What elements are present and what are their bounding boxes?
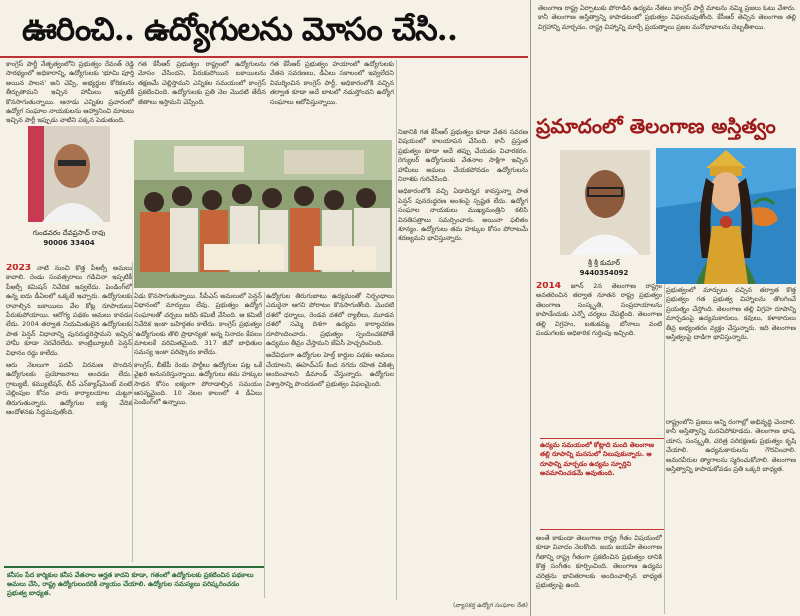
right-top-text: తెలంగాణ రాష్ట్ర ఏర్పాటుకు పోరాడిన ఉద్యమ నేతలు కాంగ్రెస్ పార్టీ మాటను నమ్మి ప్రజలు ఓటు వేశారు. కానీ తెలంగాణ అస్తిత్వాన్ని కాపాడటంలో ప్రభుత్వం విఫలమవుతోంది. కేసీఆర్ తెచ్చిన తెలంగాణ తల్లి విగ్రహాన్ని మార్చడం, రాష్ట్ర చిహ్నాన్ని మార్చే ప్రయత్నాలు ప్రజల మనోభావాలను దెబ్బతీశాయి. [538, 4, 796, 31]
right-pull-quote: ఉద్యమ సమయంలో కోట్లాది మంది తెలంగాణ తల్లి రూపాన్ని మనసులో నిలుపుకున్నారు. ఆ రూపాన్ని మార్చడం ఉద్యమ స్ఫూర్తిని అవమానించడమే అవుతుంది. [540, 438, 664, 530]
headline-rule [0, 56, 528, 58]
left-col-3-body: ఉద్యోగుల తిరుగుబాటు ఉద్యమంతో నిర్బంధాలు ఎదురైనా ఆగని పోరాటం కొనసాగుతోంది. మొదటి దశలో ధర్నాలు, రెండవ దశలో ర్యాలీలు, మూడవ దశలో సమ్మె దిశగా ఉద్యమ కార్యాచరణ రూపొందించారు. ప్రభుత్వం స్పందించకపోతే ఉద్యమం తీవ్రం చేస్తామని జేఏసీ హెచ్చరించింది. [266, 292, 394, 348]
right-col-1-lower: అంతే కాకుండా తెలంగాణ రాష్ట్ర గీతం విషయంలో కూడా వివాదం నెలకొంది. జయ జయహే తెలంగాణ గీతాన్ని రాష్ట్ర గీతంగా ప్రకటించిన ప్రభుత్వం దానికి కొత్త సంగీతం కూర్పించింది. తెలంగాణ ఉద్యమ చరిత్రను భావితరాలకు అందించాల్సిన బాధ్యత ప్రభుత్వంపై ఉంది. [536, 534, 662, 590]
left-col-divider-3 [396, 60, 397, 600]
left-col-c-top: గత కేసీఆర్ ప్రభుత్వం హయాంలో ఉద్యోగులకు వేతన సవరణలు, డీఏలు సకాలంలో ఇవ్వలేదని విమర్శించిన కాంగ్రెస్ పార్టీ, అధికారంలోకి వచ్చిన తర్వాత కూడా అదే బాటలో నడుస్తోందని ఉద్యోగ సంఘాలు ఆరోపిస్తున్నాయి. [270, 60, 394, 106]
left-col-4-body: నిజానికి గత కేసీఆర్ ప్రభుత్వం కూడా వేతన సవరణ విషయంలో కాలయాపన చేసింది. కానీ ప్రస్తుత ప్రభుత్వం కూడా అదే తప్పు చేయడం విచారకరం. రెగ్యులర్ ఉద్యోగులకు వేతనాల సాక్షిగా ఇచ్చిన హామీలు అమలు చేయకపోవడం ఉద్యోగులను నిరాశకు గురిచేసింది. [398, 128, 528, 184]
left-col-a-top: కాంగ్రెస్ పార్టీ నేతృత్వంలోని ప్రభుత్వం రేవంత్ రెడ్డి సారథ్యంలో అధికారాన్ని, ఉద్యోగులకు 'భూమి పూర్తి అయిన పాలన' అని చెప్పి, అభ్యర్థుల కోరికలను తీర్చుతామని ఇచ్చిన హామీలు ఇప్పటికీ కొనసాగుతున్నాయి. ఆనాడు ఎన్నికల ప్రచారంలో ఉద్యోగ సంఘాల నాయకులను ఆహ్వానించి మాటలు ఇచ్చిన పార్టీ ఇప్పుడు వాటిని పక్కన పెడుతుంది. [6, 60, 134, 124]
left-col-3-lower: అదేవిధంగా ఉద్యోగుల హెల్త్ కార్డుల పథకం అమలు చేయాలని, ఈహెచ్ఎస్ కింద నగదు రహిత చికిత్స అందించాలని డిమాండ్ చేస్తున్నారు. ఉద్యోగుల విశ్వాసాన్ని పొందడంలో ప్రభుత్వం విఫలమైంది. [266, 351, 394, 388]
left-col-4-lower: అధికారంలోకి వచ్చి ఏడాదిన్నర కావస్తున్నా పాత పెన్షన్ పునరుద్ధరణ అంశంపై స్పష్టత లేదు. ఉద్యోగ సంఘాల నాయకులు ముఖ్యమంత్రిని కలిసి వినతిపత్రాలు సమర్పించారు. అయినా ఫలితం శూన్యం. ఉద్యోగులు తమ హక్కుల కోసం పోరాటమే శరణ్యమని భావిస్తున్నారు. [398, 187, 528, 243]
right-author-phone: 9440354092 [579, 269, 629, 277]
left-col-4 [398, 128, 528, 598]
right-year-lead: 2014 [536, 282, 562, 291]
left-col-2-body: ఏడు కొనసాగుతున్నాయి. సీపీఎస్ అమలులో పెన్షన్ విధానంలో మార్పులు లేవు. ప్రభుత్వం ఉద్యోగ సంఘాలతో చర్చలు జరిపి కమిటీ వేసింది. ఆ కమిటీ నివేదిక ఇంకా బహిర్గతం కాలేదు. కాంగ్రెస్ ప్రభుత్వం 'ఉద్యోగులకు తొలి ప్రాధాన్యత' అన్న నినాదం కేవలం మాటలకే పరిమితమైంది. 317 జీవో బాధితుల సమస్య ఇంకా పరిష్కారం కాలేదు. [134, 292, 262, 357]
right-col-divider [664, 284, 665, 614]
left-col-b-top: గత కేసీఆర్ ప్రభుత్వం రాష్ట్రంలో ఉద్యోగులను మోసం చేసిందని, పేరుకుపోయిన బకాయిలను తక్షణమే చెల్లిస్తామని ఎన్నికల సమయంలో కాంగ్రెస్ ప్రకటించింది. ఉద్యోగులకు ప్రతి నెల మొదటి తేదీన జీతాలు ఇస్తామని చెప్పింది. [138, 60, 266, 106]
left-author-box [6, 126, 132, 256]
left-col-divider-1 [132, 262, 133, 562]
left-col-1 [6, 264, 132, 564]
article-divider [530, 0, 531, 616]
protest-photo [134, 140, 392, 288]
left-col-2 [134, 292, 262, 562]
right-author-caption [556, 258, 652, 278]
left-pull-quote: కనీసం పేద కార్మికుల కనీస వేతనాల అర్హత కాదని కూడా, గతంలో ఉద్యోగులకు ప్రకటించిన పథకాలు అమలు చేసి, రాష్ట్ర ఉద్యోగులందరికీ న్యాయం చేయాలి. ఉద్యోగుల సమస్యలు పరిష్కరించడం ప్రభుత్వ బాధ్యత. [4, 566, 264, 614]
right-author-photo [560, 150, 650, 255]
year-lead: 2023 [6, 264, 32, 273]
author-phone: 90006 33404 [43, 239, 95, 247]
right-author-name: శ్రీ శ్రీ కుమార్ [587, 259, 621, 267]
telangana-talli-image [656, 148, 796, 284]
left-headline: ఊరించి.. ఉద్యోగులను మోసం చేసి.. [22, 10, 457, 48]
author-caption [6, 228, 132, 248]
left-col-1-body: నాటి నుంచి కొత్త పీఆర్సీ అమలు కావాలి. రెండు సంవత్సరాలు గడిచినా ఇప్పటికీ పీఆర్సీ కమిషన్ నివేదిక ఇవ్వలేదు. పెండింగ్‌లో ఉన్న ఐదు డీఏలలో ఒక్కటే ఇచ్చారు. ఉద్యోగులకు రావాల్సిన బకాయిలు వేల కోట్ల రూపాయలు పేరుకుపోయాయి. ఆరోగ్య పథకం అమలు కావడం లేదు. 2004 తర్వాత నియమితులైన ఉద్యోగులకు పాత పెన్షన్ విధానాన్ని పునరుద్ధరిస్తామని ఇచ్చిన హామీ కూడా నెరవేరలేదు. కాంట్రిబ్యూటరీ పెన్షన్ విధానం రద్దు కాలేదు. [6, 264, 132, 357]
author-name: గుండవరం దేవప్రసాద్ రావు [32, 229, 106, 237]
footer-note: (వ్యాసకర్త ఉద్యోగ సంఘాల నేత) [453, 602, 528, 609]
left-col-2-lower: కాంగ్రెస్, బీజేపీ రెండు పార్టీలు ఉద్యోగుల పట్ల ఒకే వైఖరి అనుసరిస్తున్నాయి. ఉద్యోగులు తమ హక్కుల సాధన కోసం ఐక్యంగా పోరాడాల్సిన సమయం ఆసన్నమైంది. 10 నెలల కాలంలో 4 డీఏలు పెండింగ్‌లో ఉన్నాయి. [134, 360, 262, 407]
right-headline: ప్రమాదంలో తెలంగాణ అస్తిత్వం [536, 114, 776, 138]
left-col-divider-2 [264, 292, 265, 598]
author-photo [28, 126, 110, 222]
left-col-1-lower: ఆరు నెలలుగా పదవీ విరమణ పొందిన ఉద్యోగులకు ప్రయోజనాలు అందడం లేదు. గ్రాట్యుటీ, కమ్యుటేషన్, లీవ్ ఎన్‌క్యాష్‌మెంట్ వంటి చెల్లింపుల కోసం వారు కార్యాలయాల చుట్టూ తిరుగుతున్నారు. ఉద్యోగుల ఐక్య వేదిక ఆందోళనకు సిద్ధమవుతోంది. [6, 361, 132, 417]
right-col-1-body: జూన్ 2న తెలంగాణ రాష్ట్రం అవతరించిన తర్వాత నూతన రాష్ట్ర ప్రభుత్వం తెలంగాణ సంస్కృతి, సంప్రదాయాలను కాపాడేందుకు ఎన్నో చర్యలు చేపట్టింది. తెలంగాణ తల్లి విగ్రహం, బతుకమ్మ, బోనాలు వంటి పండుగలకు అధికారిక గుర్తింపు ఇచ్చింది. [536, 282, 662, 338]
right-col-2-lower: రాష్ట్రంలోని ప్రజలు అన్ని రంగాల్లో అభివృద్ధి చెందాలి. కానీ అస్తిత్వాన్ని మరచిపోకూడదు. తెలంగాణ భాష, యాస, సంస్కృతి, చరిత్ర పరిరక్షణకు ప్రభుత్వం కృషి చేయాలి. ఉద్యమకారులను గౌరవించాలి. అమరవీరుల త్యాగాలను స్మరించుకోవాలి. తెలంగాణ అస్తిత్వాన్ని కాపాడుకోవడం ప్రతి ఒక్కరి బాధ్యత. [666, 418, 796, 474]
right-col-2: ప్రభుత్వంలో మార్పులు వచ్చిన తర్వాత కొత్త ప్రభుత్వం గత ప్రభుత్వ చిహ్నాలను తొలగించే ప్రయత్నం చేస్తోంది. తెలంగాణ తల్లి విగ్రహ రూపాన్ని మార్చడంపై ఉద్యమకారులు, కవులు, కళాకారులు తీవ్ర అభ్యంతరం వ్యక్తం చేస్తున్నారు. ఇది తెలంగాణ అస్తిత్వంపై దాడిగా భావిస్తున్నారు. [666, 286, 796, 342]
right-col-1 [536, 282, 662, 432]
left-col-3 [266, 292, 394, 598]
